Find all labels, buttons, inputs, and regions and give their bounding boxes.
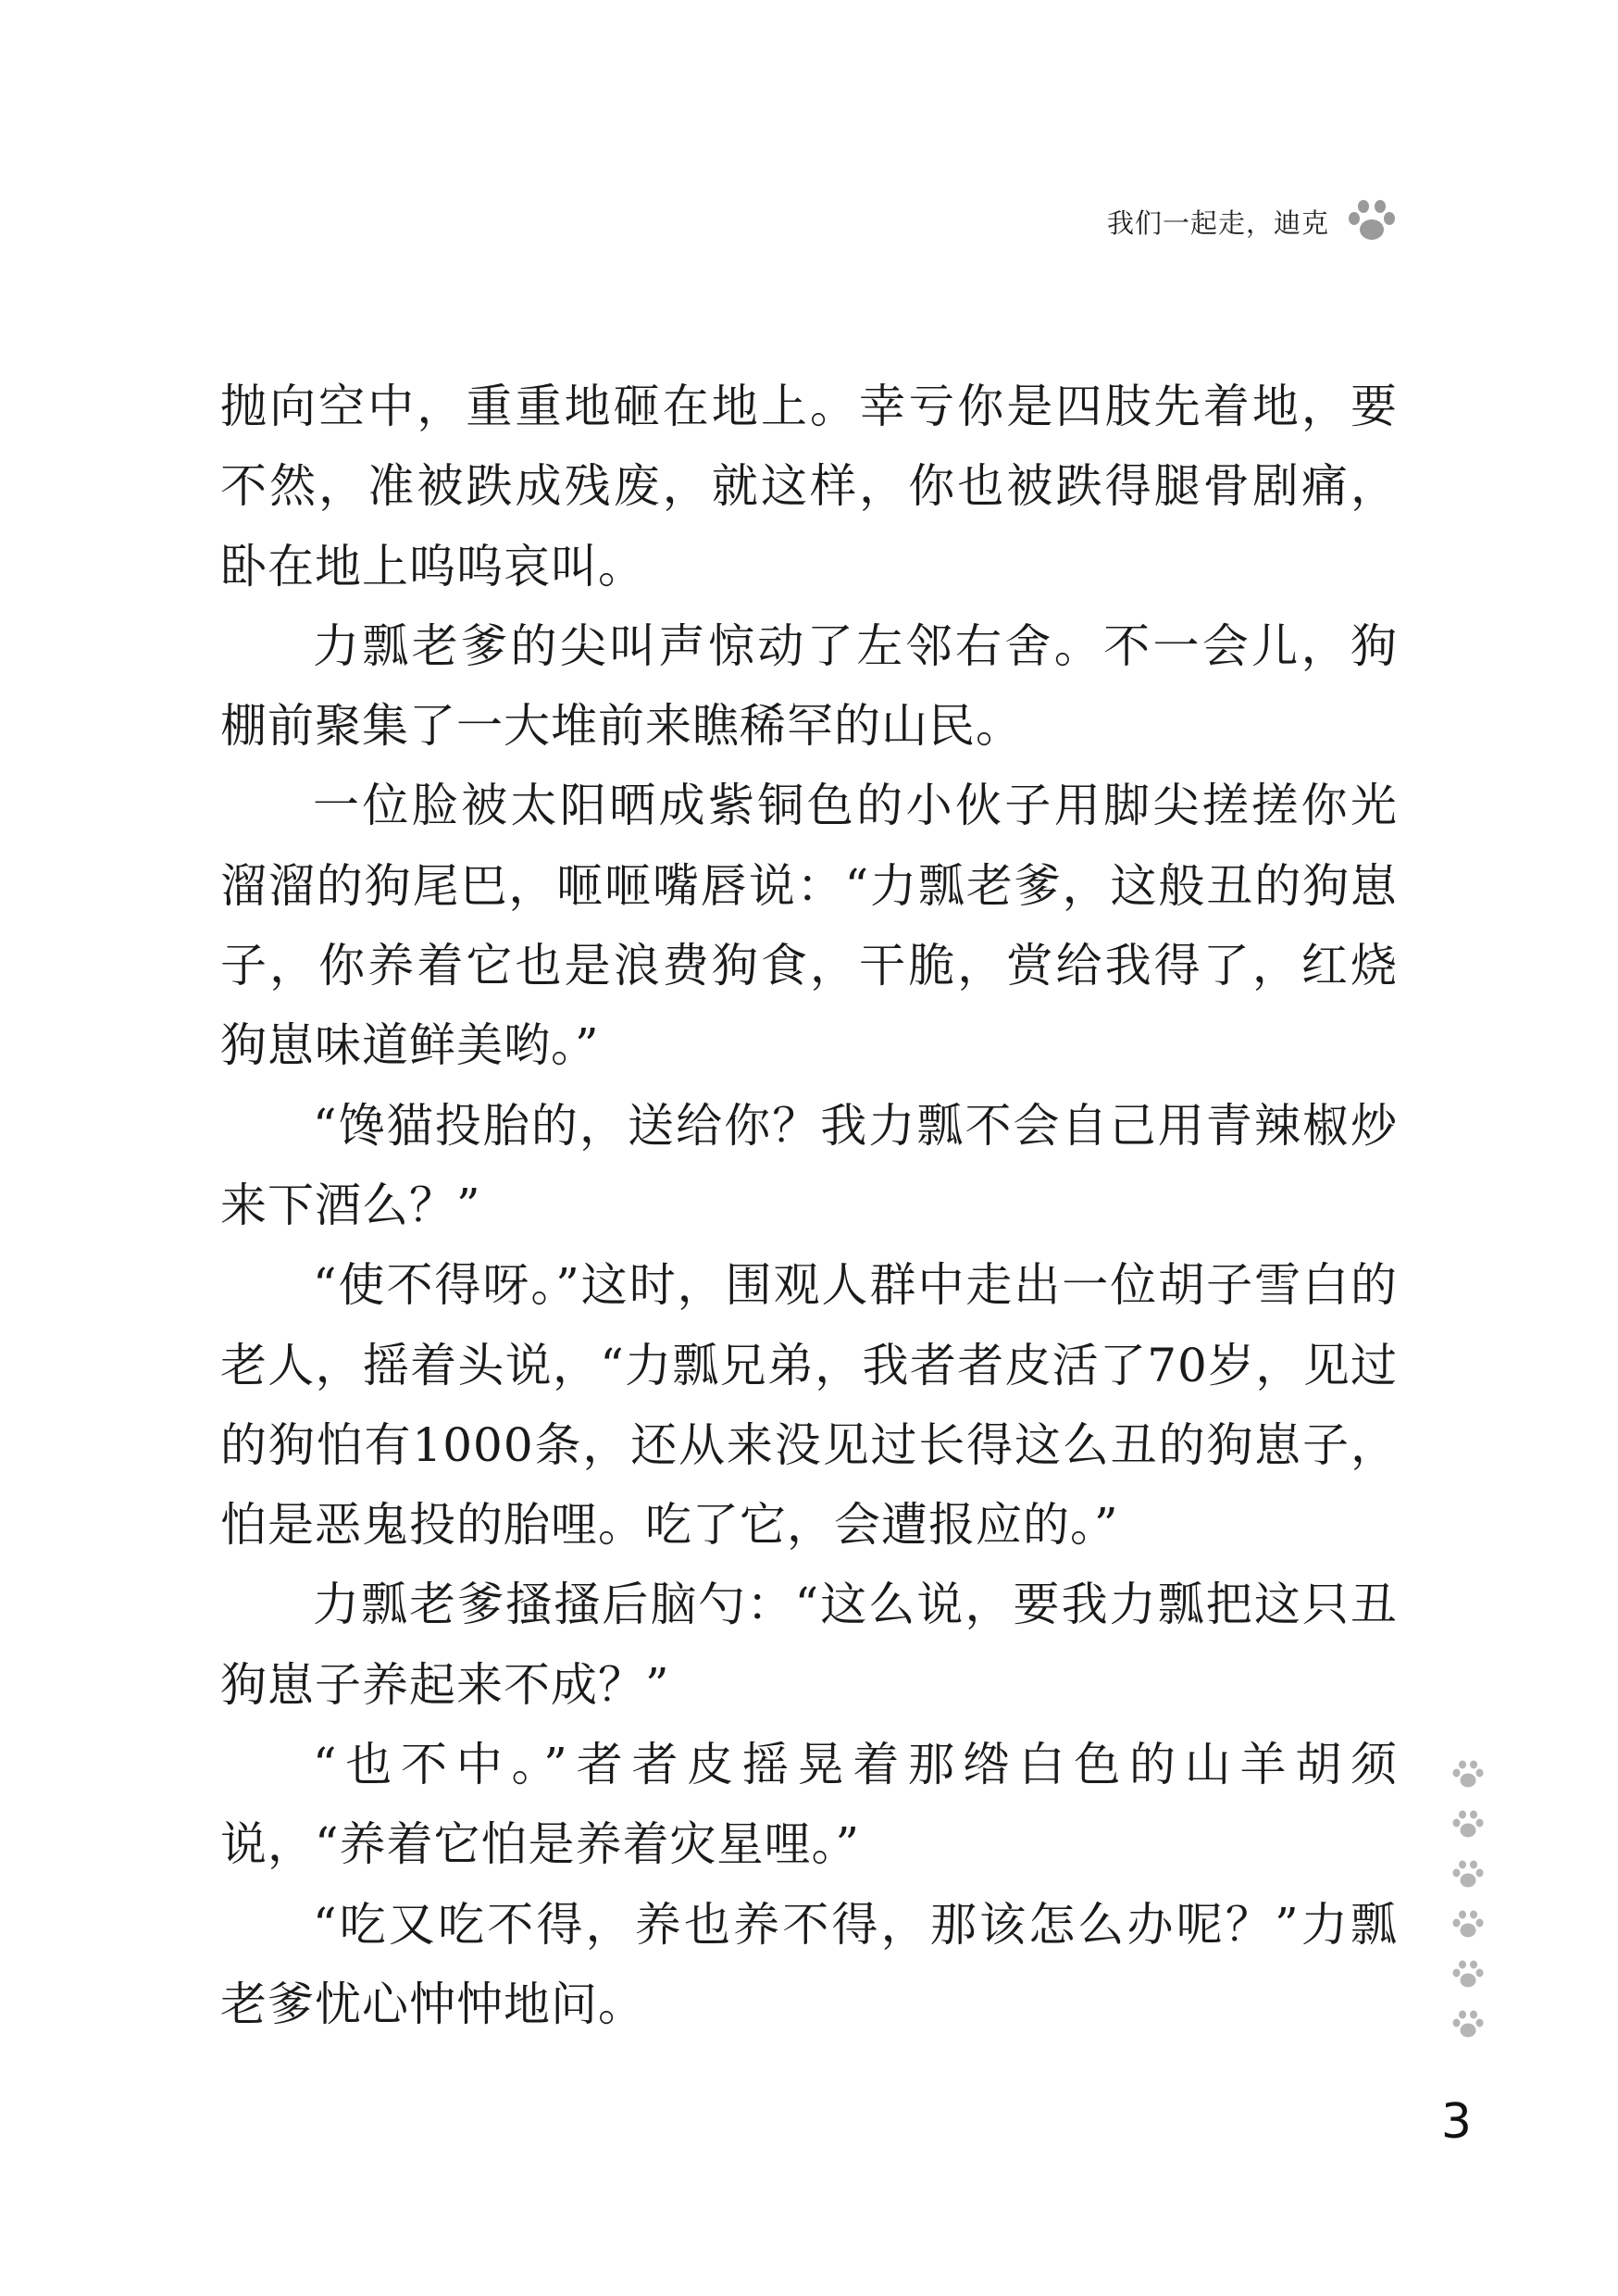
paragraph: 抛向空中，重重地砸在地上。幸亏你是四肢先着地，要不然，准被跌成残废，就这样，你也被跌得腿骨剧痛，卧在地上呜呜哀叫。 [220,380,1398,593]
paragraph: “使不得呀。”这时，围观人群中走出一位胡子雪白的老人，摇着头说，“力瓢兄弟，我者者皮活了70岁，见过的狗怕有1000条，还从来没见过长得这么丑的狗崽子，怕是恶鬼投的胎哩。吃了它，会遭报应的。” [220,1258,1398,1553]
paragraph: 一位脸被太阳晒成紫铜色的小伙子用脚尖搓搓你光溜溜的狗尾巴，咂咂嘴唇说：“力瓢老爹，这般丑的狗崽子，你养着它也是浪费狗食，干脆，赏给我得了，红烧狗崽味道鲜美哟。” [220,779,1398,1073]
paragraph: “馋猫投胎的，送给你？我力瓢不会自己用青辣椒炒来下酒么？” [220,1098,1398,1232]
paragraph: “吃又吃不得，养也养不得，那该怎么办呢？”力瓢老爹忧心忡忡地问。 [220,1897,1398,2031]
running-header-title: 我们一起走，迪克 [1106,206,1329,239]
page-number: 3 [1440,2094,1472,2150]
paw-print-icon [1451,2009,1485,2040]
paragraph: “也不中。”者者皮摇晃着那绺白色的山羊胡须说，“养着它怕是养着灾星哩。” [220,1738,1398,1872]
side-paw-decoration [1451,1759,1492,2059]
paw-print-icon [1346,198,1398,244]
running-header [1107,198,1398,244]
paw-print-icon [1451,1959,1485,1990]
paragraph: 力瓢老爹的尖叫声惊动了左邻右舍。不一会儿，狗棚前聚集了一大堆前来瞧稀罕的山民。 [220,618,1398,754]
paw-print-icon [1451,1909,1485,1940]
paw-print-icon [1451,1809,1485,1841]
paw-print-icon [1451,1759,1485,1791]
body-text [220,367,1398,2044]
paragraph: 力瓢老爹搔搔后脑勺：“这么说，要我力瓢把这只丑狗崽子养起来不成？” [220,1578,1398,1712]
paw-print-icon [1451,1859,1485,1890]
